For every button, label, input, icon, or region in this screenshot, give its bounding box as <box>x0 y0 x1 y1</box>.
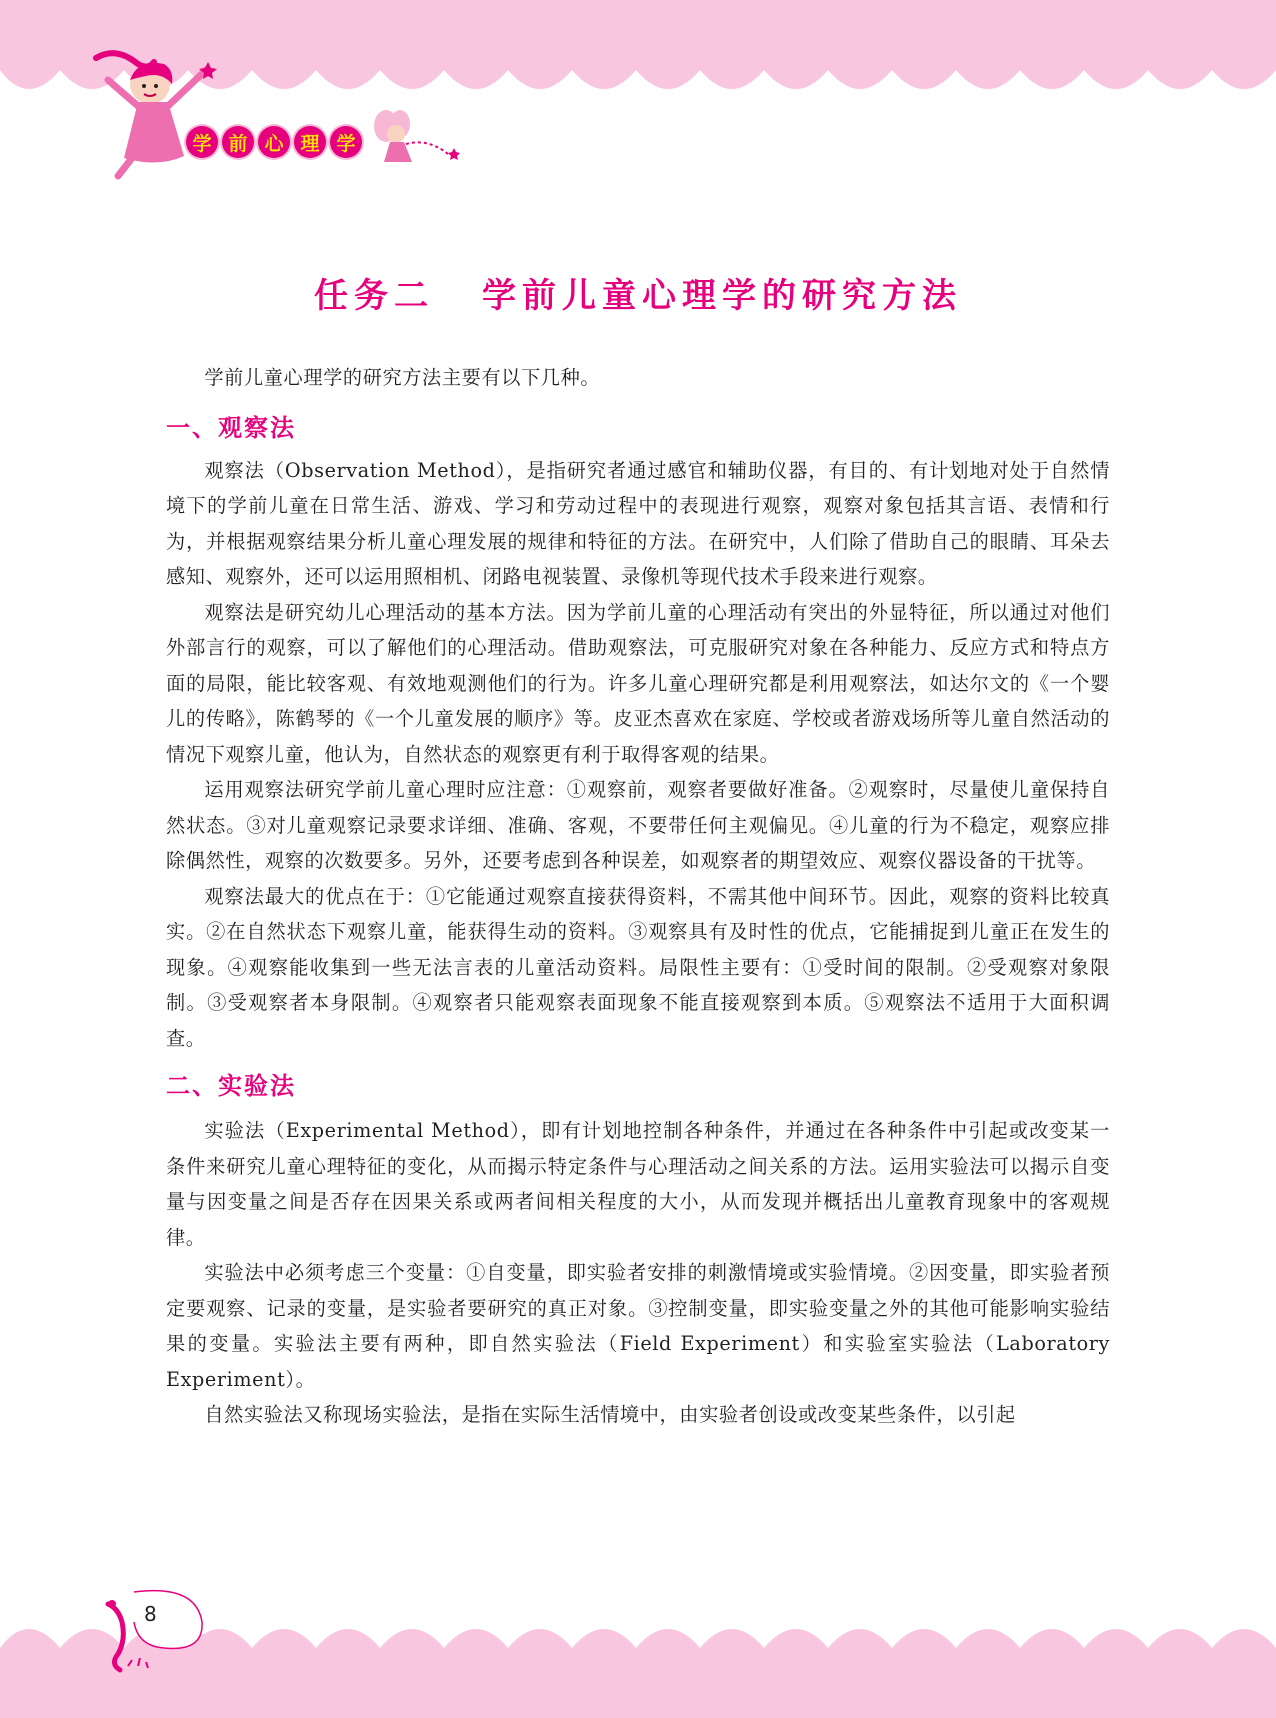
book-title-char: 前 <box>222 126 254 158</box>
paragraph: 观察法（Observation Method），是指研究者通过感官和辅助仪器，有目的、有计划地对处于自然情境下的学前儿童在日常生活、游戏、学习和劳动过程中的表现进行观察，观察对象包括其言语、表情和行为，并根据观察结果分析儿童心理发展的规律和特征的方法。在研究中，人们除了借助自己的眼睛、耳朵去感知、观察外，还可以运用照相机、闭路电视装置、录像机等现代技术手段来进行观察。 <box>166 458 1110 588</box>
paragraph: 观察法最大的优点在于：①它能通过观察直接获得资料，不需其他中间环节。因此，观察的资料比较真实。②在自然状态下观察儿童，能获得生动的资料。③观察具有及时性的优点，它能捕捉到儿童正在发生的现象。④观察能收集到一些无法言表的儿童活动资料。局限性主要有：①受时间的限制。②受观察对象限制。③受观察者本身限制。④观察者只能观察表面现象不能直接观察到本质。⑤观察法不适用于大面积调查。 <box>166 884 1110 1050</box>
section-heading-observation: 一、观察法 <box>166 413 296 442</box>
girl-mascot-icon <box>88 40 228 180</box>
book-title-char: 心 <box>258 126 290 158</box>
task-title <box>0 268 1276 317</box>
paragraph: 实验法中必须考虑三个变量：①自变量，即实验者安排的刺激情境或实验情境。②因变量，即实验者预定要观察、记录的变量，是实验者要研究的真正对象。③控制变量，即实验变量之外的其他可能影响实验结果的变量。实验法主要有两种，即自然实验法（Field Experiment）和实验室实验法（Laboratory Experiment）。 <box>166 1261 1110 1391</box>
paragraph: 运用观察法研究学前儿童心理时应注意：①观察前，观察者要做好准备。②观察时，尽量使儿童保持自然状态。③对儿童观察记录要求详细、准确、客观，不要带任何主观偏见。④儿童的行为不稳定，观察应排除偶然性，观察的次数要多。另外，还要考虑到各种误差，如观察者的期望效应、观察仪器设备的干扰等。 <box>166 778 1110 872</box>
page-number-badge <box>104 1588 214 1674</box>
section-heading-experiment: 二、实验法 <box>166 1072 296 1100</box>
fairy-icon <box>368 104 464 170</box>
main-content <box>166 360 1110 1433</box>
book-title-char: 学 <box>186 126 218 158</box>
intro-paragraph: 学前儿童心理学的研究方法主要有以下几种。 <box>204 366 601 389</box>
task-number: 任务二 <box>314 276 434 316</box>
book-title-char: 学 <box>330 126 362 158</box>
paragraph: 实验法（Experimental Method），即有计划地控制各种条件，并通过在各种条件中引起或改变某一条件来研究儿童心理特征的变化，从而揭示特定条件与心理活动之间关系的方法。运用实验法可以揭示自变量与因变量之间是否存在因果关系或两者间相关程度的大小，从而发现并概括出儿童教育现象中的客观规律。 <box>166 1119 1110 1249</box>
task-title-text: 学前儿童心理学的研究方法 <box>482 276 962 316</box>
page-number: 8 <box>144 1602 157 1626</box>
paragraph: 观察法是研究幼儿心理活动的基本方法。因为学前儿童的心理活动有突出的外显特征，所以通过对他们外部言行的观察，可以了解他们的心理活动。借助观察法，可克服研究对象在各种能力、反应方式和特点方面的局限，能比较客观、有效地观测他们的行为。许多儿童心理研究都是利用观察法，如达尔文的《一个婴儿的传略》，陈鹤琴的《一个儿童发展的顺序》等。皮亚杰喜欢在家庭、学校或者游戏场所等儿童自然活动的情况下观察儿童，他认为，自然状态的观察更有利于取得客观的结果。 <box>166 600 1110 766</box>
book-title <box>186 126 362 158</box>
book-title-char: 理 <box>294 126 326 158</box>
paragraph: 自然实验法又称现场实验法，是指在实际生活情境中，由实验者创设或改变某些条件，以引起 <box>204 1403 1016 1426</box>
bird-icon <box>104 1588 214 1674</box>
